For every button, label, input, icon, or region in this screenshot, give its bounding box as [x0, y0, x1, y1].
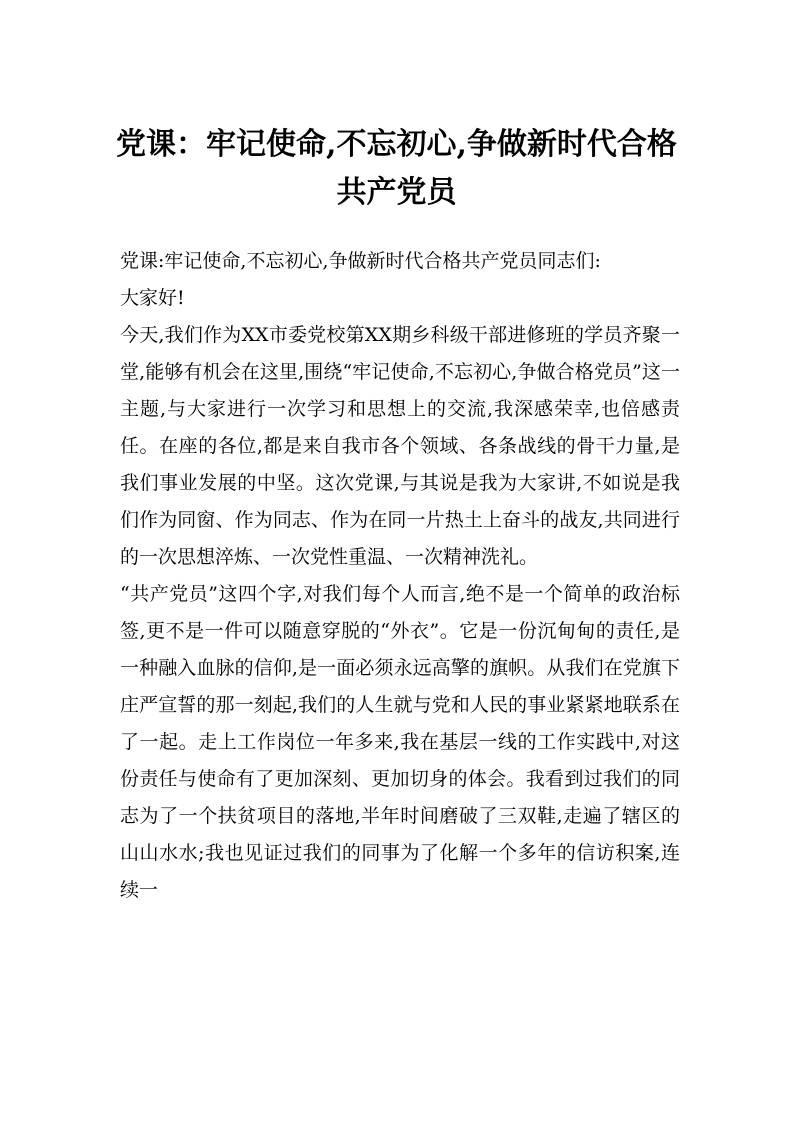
- paragraph-introduction: 今天,我们作为XX市委党校第XX期乡科级干部进修班的学员齐聚一堂,能够有机会在这里,围绕“牢记使命,不忘初心,争做合格党员”这一主题,与大家进行一次学习和思想上的交流,我深感荣幸,也倍感责任。在座的各位,都是来自我市各个领域、各条战线的骨干力量,是我们事业发展的中坚。这次党课,与其说是我为大家讲,不如说是我们作为同窗、作为同志、作为在同一片热土上奋斗的战友,共同进行的一次思想淬炼、一次党性重温、一次精神洗礼。: [120, 324, 680, 568]
- paragraph-party-member-meaning: “共产党员”这四个字,对我们每个人而言,绝不是一个简单的政治标签,更不是一件可以随意穿脱的“外衣”。它是一份沉甸甸的责任,是一种融入血脉的信仰,是一面必须永远高擎的旗帜。从我们在党旗下庄严宣誓的那一刻起,我们的人生就与党和人民的事业紧紧地联系在了一起。走上工作岗位一年多来,我在基层一线的工作实践中,对这份责任与使命有了更加深刻、更加切身的体会。我看到过我们的同志为了一个扶贫项目的落地,半年时间磨破了三双鞋,走遍了辖区的山山水水;我也见证过我们的同事为了化解一个多年的信访积案,连续一: [120, 583, 680, 901]
- paragraph-greeting-heading: 党课:牢记使命,不忘初心,争做新时代合格共产党员同志们:: [120, 250, 601, 272]
- document-title-line-1: 党课：牢记使命,不忘初心,争做新时代合格: [116, 127, 677, 162]
- document-title-line-2: 共产党员: [336, 175, 457, 210]
- document-body: [120, 243, 680, 909]
- paragraph-greeting: 大家好!: [120, 287, 185, 309]
